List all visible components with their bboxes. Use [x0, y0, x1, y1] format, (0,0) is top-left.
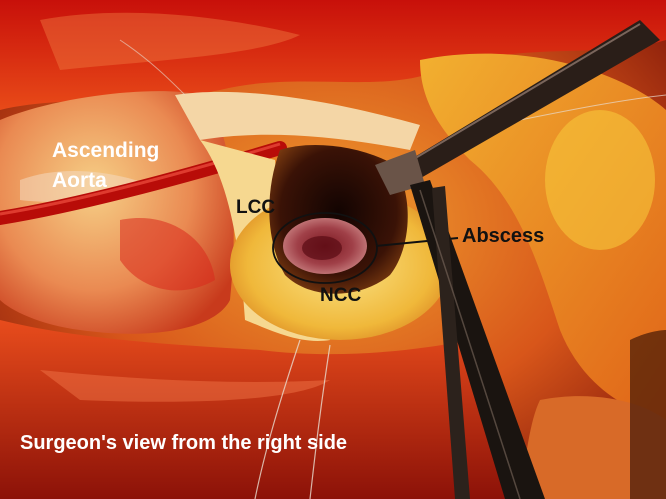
label-ascending-line1: Ascending	[52, 139, 160, 162]
image-caption: Surgeon's view from the right side	[20, 432, 348, 454]
label-lcc: LCC	[236, 197, 276, 218]
fat-nodule	[545, 110, 655, 250]
label-ascending-aorta	[52, 136, 159, 196]
label-ascending-line2: Aorta	[52, 169, 107, 192]
right-dark-edge	[630, 330, 666, 499]
abscess-core	[302, 236, 342, 260]
label-abscess: Abscess	[462, 225, 545, 247]
label-ncc: NCC	[320, 285, 362, 306]
